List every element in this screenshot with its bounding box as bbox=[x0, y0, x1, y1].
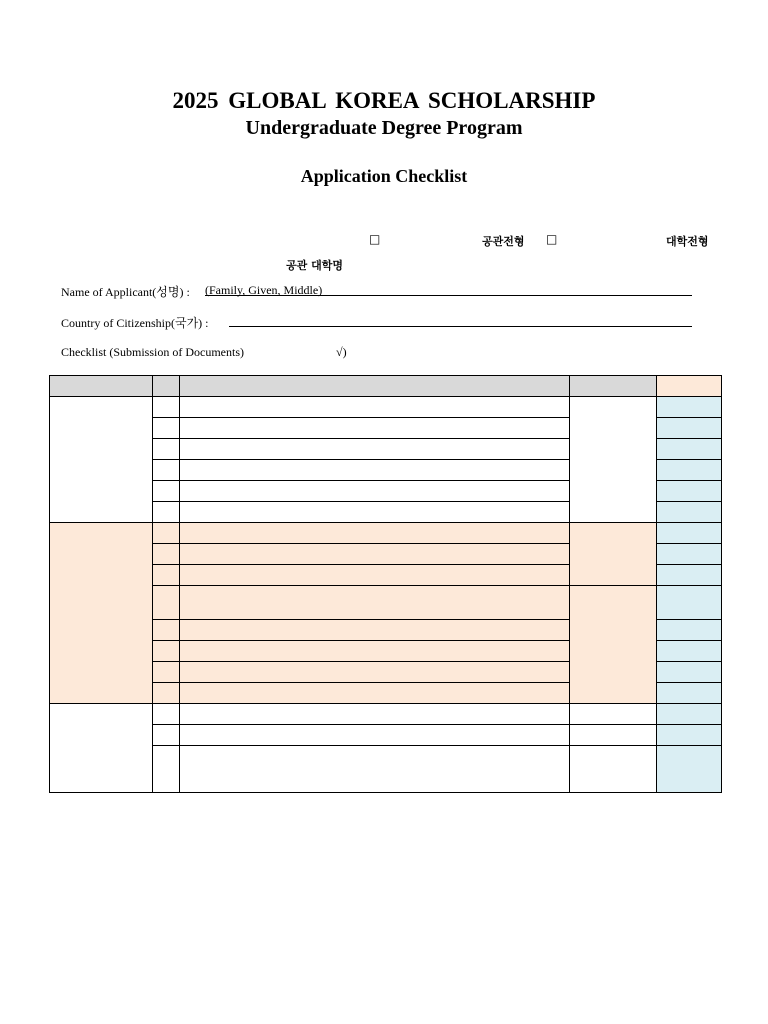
section-b-category bbox=[50, 523, 153, 704]
row-document bbox=[180, 397, 570, 418]
applicant-name-label: Name of Applicant(성명) : bbox=[61, 285, 190, 299]
row-document bbox=[180, 683, 570, 704]
row-document bbox=[180, 460, 570, 481]
row-format bbox=[570, 746, 657, 793]
row-number bbox=[153, 662, 180, 683]
label-embassy-track: 공관전형 bbox=[482, 235, 525, 248]
checklist-instruction: Checklist (Submission of Documents) bbox=[61, 345, 244, 359]
row-document bbox=[180, 565, 570, 586]
table-row bbox=[50, 523, 722, 544]
row-number bbox=[153, 725, 180, 746]
applicant-name-input[interactable] bbox=[205, 295, 692, 296]
row-document bbox=[180, 523, 570, 544]
citizenship-input[interactable] bbox=[229, 326, 692, 327]
row-document bbox=[180, 481, 570, 502]
check-mark-note: √) bbox=[336, 345, 347, 359]
row-check-cell[interactable] bbox=[657, 481, 722, 502]
row-document bbox=[180, 418, 570, 439]
header-no bbox=[153, 376, 180, 397]
row-check-cell[interactable] bbox=[657, 641, 722, 662]
document-title: 2025 GLOBAL KOREA SCHOLARSHIP bbox=[172, 88, 596, 113]
row-document bbox=[180, 746, 570, 793]
row-number bbox=[153, 439, 180, 460]
row-format bbox=[570, 704, 657, 725]
row-check-cell[interactable] bbox=[657, 460, 722, 481]
row-number bbox=[153, 565, 180, 586]
row-check-cell[interactable] bbox=[657, 439, 722, 460]
row-check-cell[interactable] bbox=[657, 620, 722, 641]
row-number bbox=[153, 460, 180, 481]
row-number bbox=[153, 502, 180, 523]
row-check-cell[interactable] bbox=[657, 502, 722, 523]
row-number bbox=[153, 418, 180, 439]
label-embassy-university-name: 공관 대학명 bbox=[286, 259, 343, 272]
row-check-cell[interactable] bbox=[657, 544, 722, 565]
row-number bbox=[153, 746, 180, 793]
row-document bbox=[180, 641, 570, 662]
citizenship-label: Country of Citizenship(국가) : bbox=[61, 316, 209, 330]
document-checklist-table bbox=[49, 375, 722, 793]
row-document bbox=[180, 725, 570, 746]
row-check-cell[interactable] bbox=[657, 397, 722, 418]
row-number bbox=[153, 523, 180, 544]
row-document bbox=[180, 662, 570, 683]
row-check-cell[interactable] bbox=[657, 704, 722, 725]
row-check-cell[interactable] bbox=[657, 418, 722, 439]
row-number bbox=[153, 641, 180, 662]
row-check-cell[interactable] bbox=[657, 586, 722, 620]
row-check-cell[interactable] bbox=[657, 565, 722, 586]
label-university-track: 대학전형 bbox=[666, 235, 709, 248]
row-number bbox=[153, 586, 180, 620]
row-check-cell[interactable] bbox=[657, 683, 722, 704]
row-format bbox=[570, 725, 657, 746]
checkbox-embassy-track[interactable]: □ bbox=[369, 232, 381, 246]
row-document bbox=[180, 502, 570, 523]
row-document bbox=[180, 704, 570, 725]
header-format bbox=[570, 376, 657, 397]
checkbox-university-track[interactable]: □ bbox=[546, 232, 558, 246]
row-number bbox=[153, 397, 180, 418]
table-row bbox=[50, 397, 722, 418]
header-category bbox=[50, 376, 153, 397]
row-document bbox=[180, 544, 570, 565]
row-number bbox=[153, 481, 180, 502]
row-check-cell[interactable] bbox=[657, 725, 722, 746]
table-row bbox=[50, 704, 722, 725]
section-a-format bbox=[570, 397, 657, 523]
row-check-cell[interactable] bbox=[657, 746, 722, 793]
section-b-format-2 bbox=[570, 586, 657, 704]
header-document bbox=[180, 376, 570, 397]
row-number bbox=[153, 704, 180, 725]
table-header-row bbox=[50, 376, 722, 397]
header-check bbox=[657, 376, 722, 397]
row-document bbox=[180, 620, 570, 641]
row-check-cell[interactable] bbox=[657, 662, 722, 683]
document-subtitle: Undergraduate Degree Program bbox=[245, 117, 523, 139]
row-document bbox=[180, 439, 570, 460]
section-b-format-1 bbox=[570, 523, 657, 586]
checklist-title: Application Checklist bbox=[300, 166, 468, 186]
section-a-category bbox=[50, 397, 153, 523]
applicant-name-hint: (Family, Given, Middle) bbox=[205, 283, 323, 297]
row-number bbox=[153, 544, 180, 565]
row-check-cell[interactable] bbox=[657, 523, 722, 544]
section-c-category bbox=[50, 704, 153, 793]
row-document bbox=[180, 586, 570, 620]
row-number bbox=[153, 620, 180, 641]
row-number bbox=[153, 683, 180, 704]
